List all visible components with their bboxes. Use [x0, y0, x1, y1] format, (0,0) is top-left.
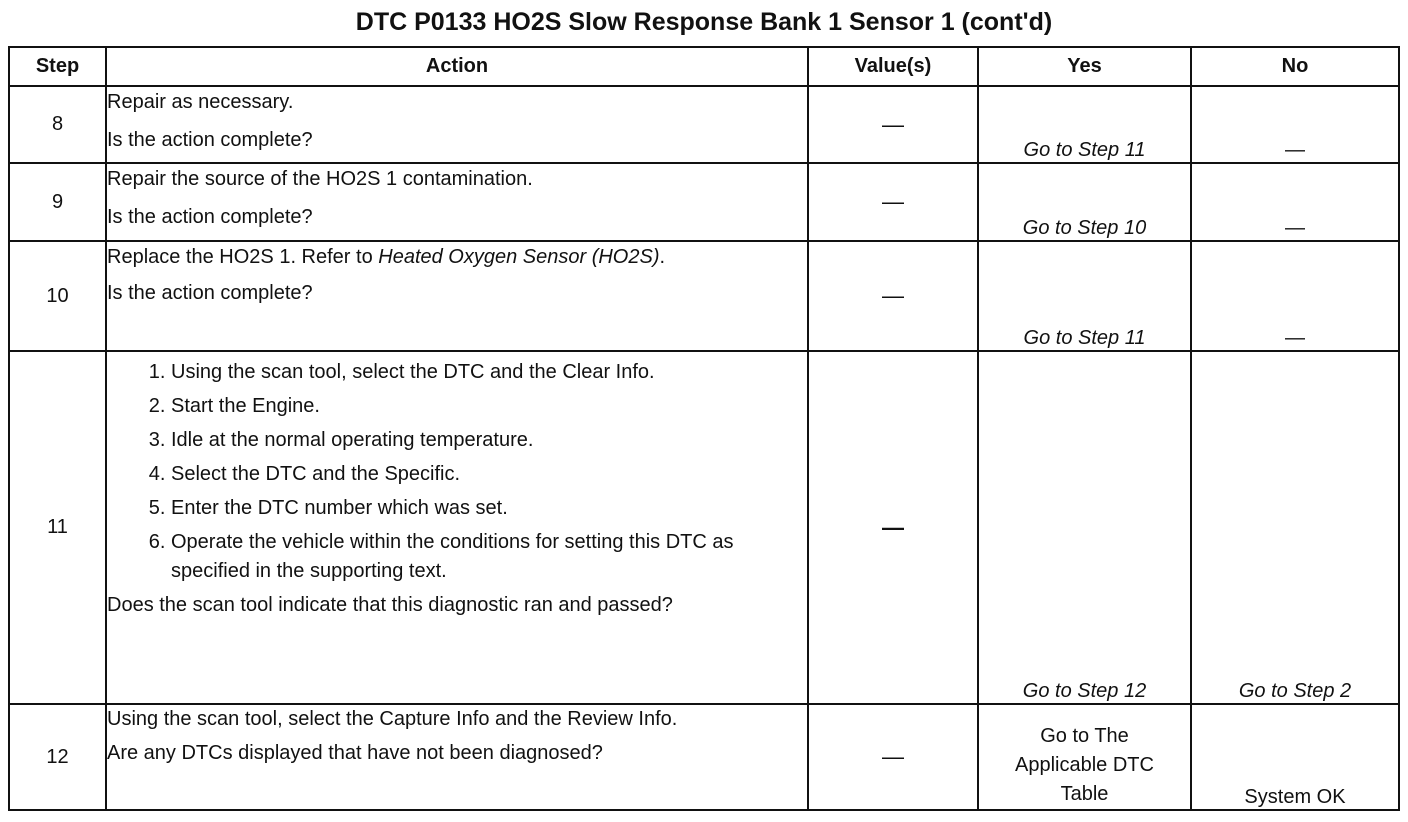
header-action: Action — [106, 47, 808, 86]
list-item: 2. Start the Engine. — [171, 392, 751, 421]
header-value: Value(s) — [808, 47, 978, 86]
table-header-row — [9, 47, 1399, 86]
header-no: No — [1191, 47, 1399, 86]
dtc-table — [8, 46, 1400, 811]
list-item: 6. Operate the vehicle within the conditions for setting this DTC as specified in the supporting text. — [171, 528, 751, 586]
table-row — [9, 351, 1399, 704]
value-cell: — — [808, 86, 978, 163]
step-number: 8 — [9, 86, 106, 163]
action-text-prefix: Replace the HO2S 1. Refer to — [107, 246, 379, 268]
value-cell: — — [808, 241, 978, 351]
yes-cell: Go to Step 11 — [978, 86, 1191, 163]
header-yes: Yes — [978, 47, 1191, 86]
list-item: 5. Enter the DTC number which was set. — [171, 494, 751, 523]
no-cell: System OK — [1191, 704, 1399, 810]
action-text-suffix: . — [659, 246, 666, 268]
yes-cell: Go to Step 11 — [978, 241, 1191, 351]
page-title: DTC P0133 HO2S Slow Response Bank 1 Sensor 1 (cont'd) — [355, 8, 1053, 36]
value-cell: — — [808, 163, 978, 241]
yes-cell: Go to Step 12 — [978, 351, 1191, 704]
action-text: Using the scan tool, select the Capture Info and the Review Info. — [107, 708, 678, 730]
action-cell — [106, 351, 808, 704]
step-number: 12 — [9, 704, 106, 810]
no-cell: — — [1191, 241, 1399, 351]
yes-line: Table — [1060, 783, 1109, 805]
list-item: 4. Select the DTC and the Specific. — [171, 460, 751, 489]
action-question: Is the action complete? — [107, 206, 313, 228]
list-item: 3. Idle at the normal operating temperature. — [171, 426, 751, 455]
yes-line: Applicable DTC — [1015, 754, 1154, 776]
action-question: Are any DTCs displayed that have not been diagnosed? — [107, 742, 603, 764]
step-number: 10 — [9, 241, 106, 351]
no-cell: — — [1191, 163, 1399, 241]
action-cell — [106, 704, 808, 810]
action-reference: Heated Oxygen Sensor (HO2S) — [378, 246, 660, 268]
step-number: 11 — [9, 351, 106, 704]
action-cell — [106, 241, 808, 351]
table-row — [9, 163, 1399, 241]
action-question: Is the action complete? — [107, 129, 313, 151]
value-cell: — — [808, 704, 978, 810]
yes-cell: Go to Step 10 — [978, 163, 1191, 241]
table-row — [9, 241, 1399, 351]
action-text: Repair the source of the HO2S 1 contamination. — [107, 168, 533, 190]
yes-line: Go to The — [1040, 725, 1129, 747]
no-cell: — — [1191, 86, 1399, 163]
step-number: 9 — [9, 163, 106, 241]
no-cell: Go to Step 2 — [1191, 351, 1399, 704]
action-steps-list — [107, 358, 751, 586]
table-row — [9, 704, 1399, 810]
table-row — [9, 86, 1399, 163]
action-cell — [106, 163, 808, 241]
action-question: Is the action complete? — [107, 282, 313, 304]
action-question: Does the scan tool indicate that this diagnostic ran and passed? — [107, 594, 673, 616]
action-cell — [106, 86, 808, 163]
yes-cell — [978, 704, 1191, 810]
action-text — [107, 242, 747, 272]
value-cell: — — [808, 351, 978, 704]
action-text: Repair as necessary. — [107, 91, 294, 113]
list-item: 1. Using the scan tool, select the DTC and the Clear Info. — [171, 358, 751, 387]
header-step: Step — [9, 47, 106, 86]
